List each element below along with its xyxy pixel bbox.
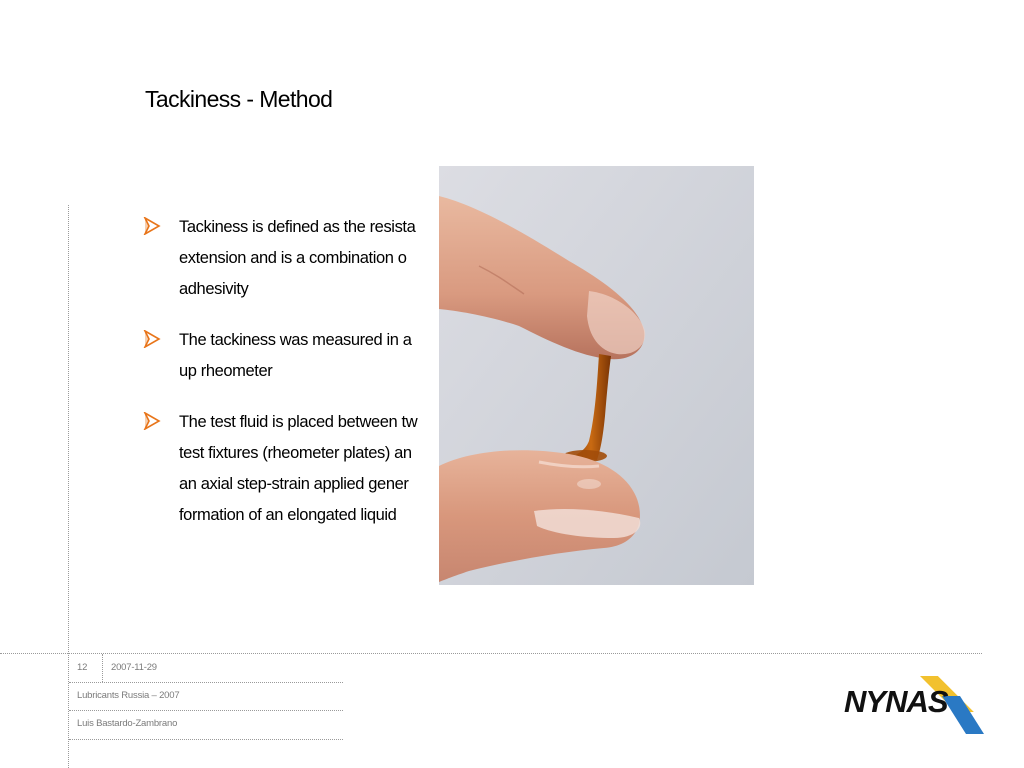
footer-row-divider — [69, 710, 343, 711]
bullet-line: extension and is a combination o — [179, 249, 407, 267]
bullet-line: an axial step-strain applied gener — [179, 475, 409, 493]
footer-row-divider — [69, 739, 343, 740]
footer-divider — [0, 653, 982, 654]
footer-column-divider — [102, 654, 103, 682]
nynas-logo — [842, 672, 987, 738]
bullet-line: The tackiness was measured in a — [179, 331, 412, 349]
bullet-line: adhesivity — [179, 280, 249, 298]
logo-wordmark: NYNAS — [844, 684, 948, 719]
vertical-guide-line — [68, 205, 69, 768]
arrowhead-bullet-icon — [143, 217, 161, 235]
bullet-line: The test fluid is placed between tw — [179, 413, 418, 431]
bullet-line: Tackiness is defined as the resista — [179, 218, 416, 236]
slide-title: Tackiness - Method — [145, 86, 333, 112]
footer-row-divider — [69, 682, 343, 683]
bullet-line: up rheometer — [179, 362, 273, 380]
footer-date: 2007-11-29 — [111, 662, 157, 673]
footer-author: Luis Bastardo-Zambrano — [77, 718, 178, 729]
arrowhead-bullet-icon — [143, 330, 161, 348]
tacky-fluid-between-fingers-photo-icon — [439, 166, 754, 585]
tacky-fluid-photo — [439, 166, 754, 585]
page-number: 12 — [77, 662, 88, 673]
arrowhead-bullet-icon — [143, 412, 161, 430]
bullet-line: test fixtures (rheometer plates) an — [179, 444, 412, 462]
bullet-line: formation of an elongated liquid — [179, 506, 397, 524]
footer-event: Lubricants Russia – 2007 — [77, 690, 180, 701]
